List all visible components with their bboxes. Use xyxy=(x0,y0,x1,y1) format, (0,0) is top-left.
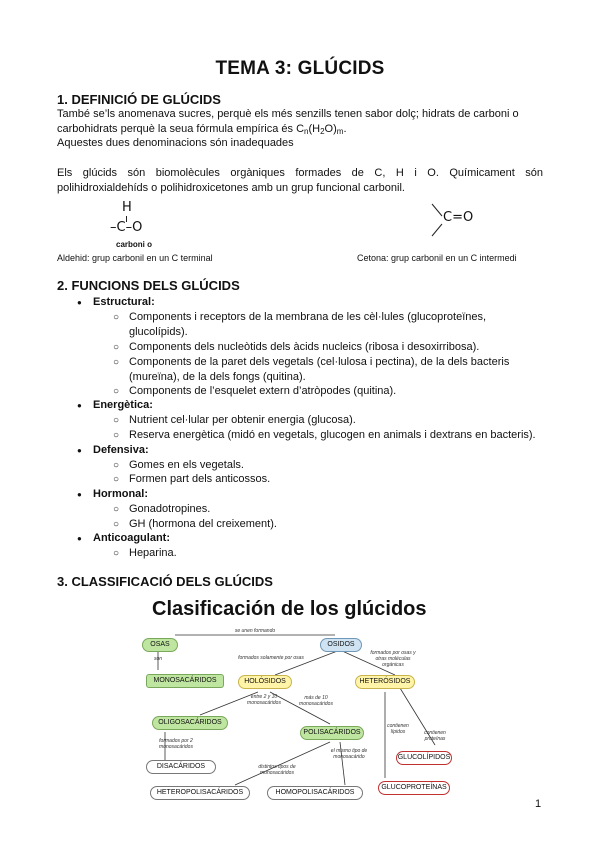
note-osas-y-otras: formados por osas y otras moléculas orgánicas xyxy=(370,650,416,668)
group-energetica: ● Energètica: xyxy=(93,398,153,413)
list-item: ○ Components i receptors de la membrana de les cèl·lules (glucoproteïnes, xyxy=(129,310,543,325)
list-item: (mureïna), de la dels fongs (quitina). xyxy=(129,371,306,383)
page-number: 1 xyxy=(535,798,542,810)
aldehyde-hydrogen: H xyxy=(122,200,132,215)
definition-line-1: També se’ls anomenava sucres, perquè els més senzills tenen sabor dolç; hidrats de carboni o xyxy=(57,108,519,120)
node-heterosidos: HETERÓSIDOS xyxy=(355,675,415,689)
definition-paragraph-2: Els glúcids són biomolècules orgàniques formades de C, H i O. Químicament són polihidroxialdehíds o polihidroxicetones amb un grup funcional carbonil. xyxy=(57,167,543,194)
group-anticoagulant: ● Anticoagulant: xyxy=(93,531,170,546)
definition-line-2: carbohidrats perquè la seua fórmula empírica és $C_n(H_2O)_m$. xyxy=(57,123,347,136)
list-item: ○ Components dels nucleòtids dels àcids nucleics (ribosa i desoxirribosa). xyxy=(129,340,479,355)
ketone-caption: Cetona: grup carbonil en un C intermedi xyxy=(357,253,517,263)
node-glucolipidos: GLUCOLÍPIDOS xyxy=(396,751,452,765)
aldehyde-formula: –C–O xyxy=(110,220,143,235)
note-mismo-tipo: el mismo tipo de monosacárido xyxy=(330,748,368,760)
group-estructural: ● Estructural: xyxy=(93,295,155,310)
page-title: TEMA 3: GLÚCIDS xyxy=(215,58,385,79)
node-monosacaridos: MONOSACÁRIDOS xyxy=(146,674,224,688)
list-item: ○ Components de l’esquelet extern d’atròpodes (quitina). xyxy=(129,384,396,399)
aldehyde-caption: Aldehid: grup carbonil en un C terminal xyxy=(57,253,213,263)
ketone-formula: C=O xyxy=(443,210,474,225)
list-item: ○ Heparina. xyxy=(129,546,177,561)
note-mas-10-monosacaridos: más de 10 monosacáridos xyxy=(299,695,333,707)
aldehyde-label: carboni o xyxy=(116,240,153,249)
node-heteropolisacaridos: HETEROPOLISACÁRIDOS xyxy=(150,786,250,800)
node-osas: OSAS xyxy=(142,638,178,652)
note-son: son xyxy=(153,656,163,662)
node-oligosacaridos: OLIGOSACÁRIDOS xyxy=(152,716,228,730)
list-item: ○ Formen part dels anticossos. xyxy=(129,472,270,487)
section-2-heading: 2. FUNCIONS DELS GLÚCIDS xyxy=(57,278,240,293)
group-hormonal: ● Hormonal: xyxy=(93,487,148,502)
definition-line-3: Aquestes dues denominacions són inadequades xyxy=(57,137,294,149)
group-defensiva: ● Defensiva: xyxy=(93,443,149,458)
note-distintos-tipos: distintos tipos de monosacáridos xyxy=(258,764,296,776)
diagram-title: Clasificación de los glúcidos xyxy=(152,598,427,620)
list-item: ○ Gonadotropines. xyxy=(129,502,210,517)
list-item: glucolípids). xyxy=(129,326,188,338)
list-item: ○ Reserva energètica (midó en vegetals, glucogen en animals i dextrans en bacteris). xyxy=(129,428,536,443)
note-contienen-proteinas: contienen proteínas xyxy=(424,730,446,742)
note-contienen-lipidos: contienen lípidos xyxy=(387,723,409,735)
note-solamente-osas: formados solamente por osas xyxy=(238,655,304,661)
node-polisacaridos: POLISACÁRIDOS xyxy=(300,726,364,740)
note-se-unen-formando: se unen formando xyxy=(234,628,276,634)
note-2-10-monosacaridos: entre 2 y 10 monosacáridos xyxy=(247,694,281,706)
node-glucoproteinas: GLUCOPROTEÍNAS xyxy=(378,781,450,795)
list-item: ○ Components de la paret dels vegetals (cel·lulosa i pectina), de la dels bacteris xyxy=(129,355,509,370)
list-item: ○ Nutrient cel·lular per obtenir energia (glucosa). xyxy=(129,413,356,428)
note-2-monosacaridos: formados por 2 monosacáridos xyxy=(159,738,193,750)
list-item: ○ GH (hormona del creixement). xyxy=(129,517,277,532)
section-3-heading: 3. CLASSIFICACIÓ DELS GLÚCIDS xyxy=(57,574,273,589)
section-1-heading: 1. DEFINICIÓ DE GLÚCIDS xyxy=(57,92,221,107)
node-osidos: OSIDOS xyxy=(320,638,362,652)
node-disacaridos: DISACÁRIDOS xyxy=(146,760,216,774)
diagram-connectors xyxy=(130,620,470,805)
node-holosidos: HOLÓSIDOS xyxy=(238,675,292,689)
list-item: ○ Gomes en els vegetals. xyxy=(129,458,244,473)
node-homopolisacaridos: HOMOPOLISACÁRIDOS xyxy=(267,786,363,800)
